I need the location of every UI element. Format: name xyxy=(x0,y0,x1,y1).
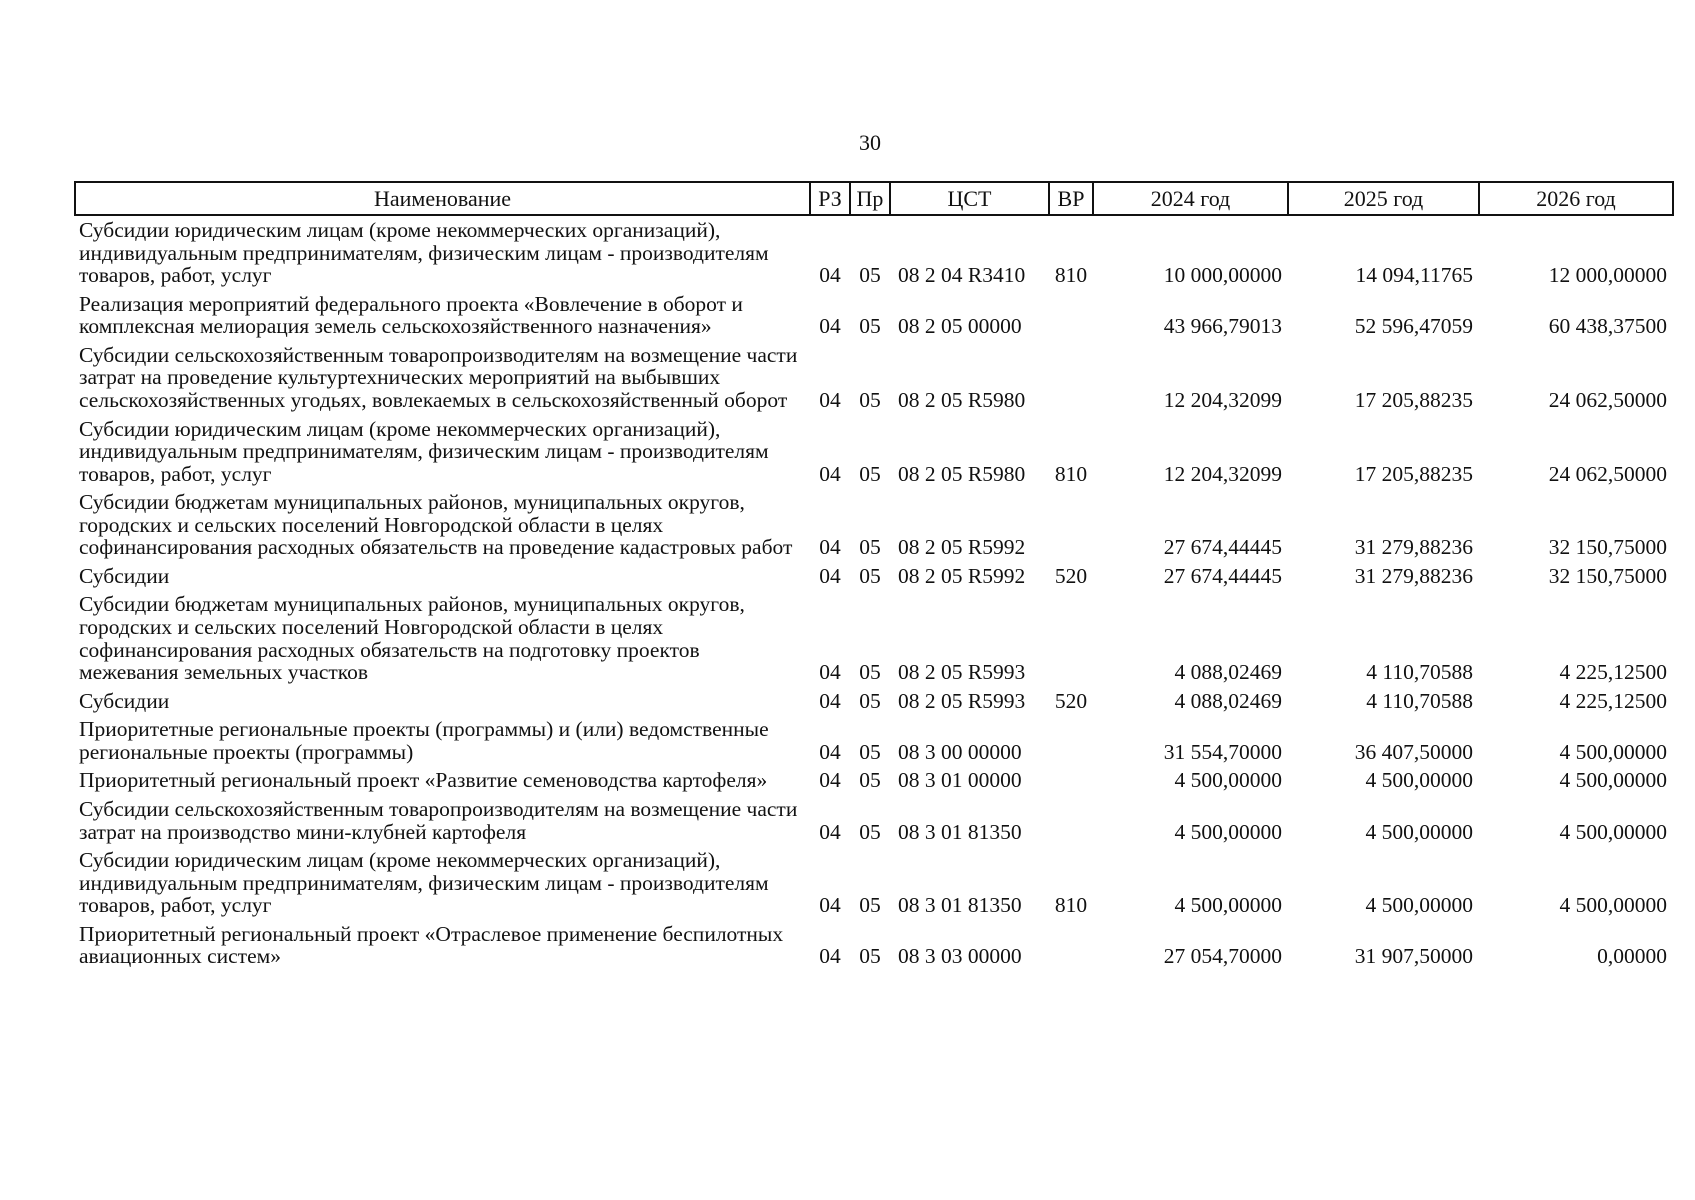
row-name: Приоритетные региональные проекты (программы) и (или) ведомственные региональные проекты (программы) xyxy=(79,717,769,764)
row-cst: 08 3 01 00000 xyxy=(898,768,1022,793)
row-2026: 0,00000 xyxy=(1597,944,1667,969)
row-2024: 10 000,00000 xyxy=(1163,263,1282,288)
header-vr: ВР xyxy=(1049,182,1093,215)
row-name: Субсидии бюджетам муниципальных районов, муниципальных округов, городских и сельских поселений Новгородской области в целях софинансирования расходных обязательств на подготовку проектов межевания земельных участков xyxy=(79,592,745,685)
row-pr: 05 xyxy=(859,768,881,793)
row-cst: 08 2 05 R5993 xyxy=(898,688,1026,713)
row-vr xyxy=(1049,590,1093,686)
row-pr: 05 xyxy=(859,387,881,412)
table-row xyxy=(75,715,1673,766)
row-pr: 05 xyxy=(859,563,881,588)
row-name: Субсидии бюджетам муниципальных районов, муниципальных округов, городских и сельских поселений Новгородской области в целях софинансирования расходных обязательств на проведение кадастровых работ xyxy=(79,490,793,560)
table-row xyxy=(75,488,1673,562)
table-row xyxy=(75,920,1673,971)
row-2025: 4 110,70588 xyxy=(1366,660,1473,685)
row-rz: 04 xyxy=(819,768,841,793)
row-cst: 08 2 05 00000 xyxy=(898,314,1022,339)
row-2026: 32 150,75000 xyxy=(1548,535,1667,560)
row-2026: 4 500,00000 xyxy=(1559,768,1667,793)
row-2026: 32 150,75000 xyxy=(1548,563,1667,588)
row-pr: 05 xyxy=(859,461,881,486)
row-2024: 27 674,44445 xyxy=(1163,563,1282,588)
row-name: Субсидии xyxy=(79,563,170,588)
row-vr xyxy=(1049,795,1093,846)
row-rz: 04 xyxy=(819,944,841,969)
row-name: Приоритетный региональный проект «Развитие семеноводства картофеля» xyxy=(79,768,768,793)
table-body xyxy=(75,215,1673,971)
row-rz: 04 xyxy=(819,314,841,339)
page-number: 30 xyxy=(859,130,881,155)
row-cst: 08 2 05 R5980 xyxy=(898,461,1026,486)
table-row xyxy=(75,290,1673,341)
row-2026: 4 225,12500 xyxy=(1559,660,1667,685)
row-rz: 04 xyxy=(819,387,841,412)
row-2026: 12 000,00000 xyxy=(1548,263,1667,288)
row-vr xyxy=(1049,341,1093,415)
table-row xyxy=(75,795,1673,846)
row-pr: 05 xyxy=(859,944,881,969)
table-row xyxy=(75,415,1673,489)
table-row xyxy=(75,215,1673,290)
row-2025: 4 500,00000 xyxy=(1365,819,1473,844)
row-pr: 05 xyxy=(859,893,881,918)
row-vr xyxy=(1049,290,1093,341)
row-2025: 17 205,88235 xyxy=(1354,387,1473,412)
row-cst: 08 3 03 00000 xyxy=(898,944,1022,969)
row-vr xyxy=(1049,488,1093,562)
row-name: Субсидии юридическим лицам (кроме некоммерческих организаций), индивидуальным предпринимателям, физическим лицам - производителям товаров, работ, услуг xyxy=(79,218,769,288)
row-cst: 08 2 05 R5992 xyxy=(898,535,1026,560)
table-row xyxy=(75,562,1673,591)
row-2024: 4 088,02469 xyxy=(1174,660,1282,685)
row-rz: 04 xyxy=(819,535,841,560)
row-2025: 4 110,70588 xyxy=(1366,688,1473,713)
row-rz: 04 xyxy=(819,263,841,288)
row-2024: 4 500,00000 xyxy=(1174,893,1282,918)
row-2026: 60 438,37500 xyxy=(1548,314,1667,339)
row-name: Субсидии xyxy=(79,688,170,713)
row-name: Субсидии юридическим лицам (кроме некоммерческих организаций), индивидуальным предпринимателям, физическим лицам - производителям товаров, работ, услуг xyxy=(79,416,769,486)
table-row xyxy=(75,687,1673,716)
row-2024: 4 500,00000 xyxy=(1174,819,1282,844)
row-cst: 08 2 05 R5992 xyxy=(898,563,1026,588)
row-2025: 4 500,00000 xyxy=(1365,893,1473,918)
row-rz: 04 xyxy=(819,563,841,588)
row-2025: 17 205,88235 xyxy=(1354,461,1473,486)
row-2026: 4 225,12500 xyxy=(1559,688,1667,713)
row-vr: 810 xyxy=(1054,263,1088,288)
row-name: Субсидии сельскохозяйственным товаропроизводителям на возмещение части затрат на производство мини-клубней картофеля xyxy=(79,796,798,844)
row-rz: 04 xyxy=(819,893,841,918)
row-pr: 05 xyxy=(859,660,881,685)
row-2025: 52 596,47059 xyxy=(1354,314,1473,339)
header-rz: РЗ xyxy=(810,182,850,215)
header-pr: Пр xyxy=(850,182,890,215)
row-2024: 4 500,00000 xyxy=(1174,768,1282,793)
row-2025: 14 094,11765 xyxy=(1355,263,1473,288)
row-cst: 08 2 05 R5993 xyxy=(898,660,1026,685)
row-pr: 05 xyxy=(859,819,881,844)
row-rz: 04 xyxy=(819,688,841,713)
table-row xyxy=(75,766,1673,795)
row-2025: 4 500,00000 xyxy=(1365,768,1473,793)
row-rz: 04 xyxy=(819,819,841,844)
header-cst: ЦСТ xyxy=(890,182,1049,215)
row-name: Субсидии сельскохозяйственным товаропроизводителям на возмещение части затрат на проведение культуртехнических мероприятий на выбывших сельскохозяйственных угодьях, вовлекаемых в сельскохозяйственный оборот xyxy=(79,342,798,412)
row-vr: 810 xyxy=(1054,461,1088,486)
row-vr xyxy=(1049,920,1093,971)
row-vr xyxy=(1049,766,1093,795)
header-name: Наименование xyxy=(75,182,810,215)
header-2024: 2024 год xyxy=(1093,182,1288,215)
row-pr: 05 xyxy=(859,263,881,288)
row-2024: 12 204,32099 xyxy=(1163,387,1282,412)
row-cst: 08 3 01 81350 xyxy=(898,893,1022,918)
table-row xyxy=(75,846,1673,920)
row-2025: 31 279,88236 xyxy=(1354,563,1473,588)
row-rz: 04 xyxy=(819,739,841,764)
row-name: Приоритетный региональный проект «Отраслевое применение беспилотных авиационных систем» xyxy=(79,921,784,969)
row-2025: 31 279,88236 xyxy=(1354,535,1473,560)
table-header-row xyxy=(75,182,1673,215)
row-vr: 520 xyxy=(1054,563,1088,588)
row-vr: 810 xyxy=(1054,893,1088,918)
row-vr: 520 xyxy=(1054,688,1088,713)
row-name: Субсидии юридическим лицам (кроме некоммерческих организаций), индивидуальным предпринимателям, физическим лицам - производителям товаров, работ, услуг xyxy=(79,848,769,918)
row-pr: 05 xyxy=(859,314,881,339)
row-2024: 31 554,70000 xyxy=(1163,739,1282,764)
row-vr xyxy=(1049,715,1093,766)
row-name: Реализация мероприятий федерального проекта «Вовлечение в оборот и комплексная мелиорация земель сельскохозяйственного назначения» xyxy=(79,291,743,339)
row-2026: 24 062,50000 xyxy=(1548,387,1667,412)
row-2024: 12 204,32099 xyxy=(1163,461,1282,486)
row-pr: 05 xyxy=(859,739,881,764)
row-2024: 27 054,70000 xyxy=(1163,944,1282,969)
row-rz: 04 xyxy=(819,660,841,685)
row-2025: 31 907,50000 xyxy=(1354,944,1473,969)
row-rz: 04 xyxy=(819,461,841,486)
row-2024: 27 674,44445 xyxy=(1163,535,1282,560)
row-cst: 08 2 05 R5980 xyxy=(898,387,1026,412)
row-pr: 05 xyxy=(859,535,881,560)
table-row xyxy=(75,590,1673,686)
row-cst: 08 3 00 00000 xyxy=(898,739,1022,764)
row-2026: 4 500,00000 xyxy=(1559,893,1667,918)
row-2026: 4 500,00000 xyxy=(1559,739,1667,764)
row-2024: 43 966,79013 xyxy=(1163,314,1282,339)
row-cst: 08 3 01 81350 xyxy=(898,819,1022,844)
header-2026: 2026 год xyxy=(1479,182,1673,215)
row-cst: 08 2 04 R3410 xyxy=(898,263,1026,288)
header-2025: 2025 год xyxy=(1288,182,1479,215)
table-row xyxy=(75,341,1673,415)
budget-table xyxy=(74,181,1674,971)
row-pr: 05 xyxy=(859,688,881,713)
row-2026: 24 062,50000 xyxy=(1548,461,1667,486)
row-2026: 4 500,00000 xyxy=(1559,819,1667,844)
row-2024: 4 088,02469 xyxy=(1174,688,1282,713)
row-2025: 36 407,50000 xyxy=(1354,739,1473,764)
